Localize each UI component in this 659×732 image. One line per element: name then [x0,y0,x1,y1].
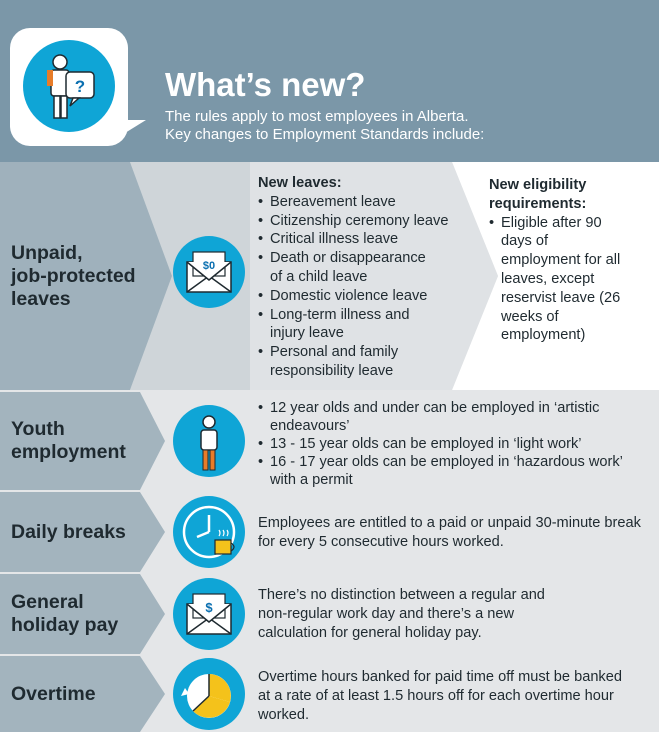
list-item: • Death or disappearance of a child leave [258,249,440,287]
svg-text:$: $ [205,600,213,615]
section-general-holiday-pay [0,574,659,654]
label-line: Unpaid, [11,241,83,264]
section-label [0,162,150,390]
new-leaves-block [258,174,468,381]
section-label [0,492,150,572]
youth-list [258,399,638,489]
list-item: • Bereavement leave [258,193,468,212]
money-envelope-icon [173,578,245,650]
page-title: What’s new? [165,66,366,103]
list-item: • Long-term illness and injury leave [258,306,440,344]
section-youth-employment [0,392,659,490]
section-daily-breaks [0,492,659,572]
label-line: employment [11,441,126,463]
label-line: Youth [11,418,65,440]
list-item: • Personal and family responsibility leave [258,343,430,381]
list-item: • 16 - 17 year olds can be employed in ‘hazardous work’ with a permit [258,453,640,489]
section-label [0,656,150,732]
clock-coffee-icon [173,496,245,568]
label-line: leaves [11,287,71,310]
overtime-text: Overtime hours banked for paid time off must be banked at a rate of at least 1.5 hours off for each overtime hour worked. [258,669,622,723]
label-line: holiday pay [11,614,119,636]
section-label [0,574,150,654]
eligibility-block [489,176,629,345]
header [0,0,659,162]
subtitle-line: The rules apply to most employees in Alberta. [165,108,469,125]
page-subtitle [165,108,484,144]
new-leaves-list [258,193,468,381]
list-item: • Domestic violence leave [258,287,468,306]
list-item: • Eligible after 90 days of employment for all leaves, except reservist leave (26 weeks of employment) [489,214,629,346]
eligibility-list [489,214,629,346]
person-icon [173,405,245,477]
list-item: • Citizenship ceremony leave [258,212,468,231]
svg-text:$0: $0 [202,260,216,272]
clock-arrow-icon [173,658,245,730]
youth-list-block [258,399,638,489]
money-envelope-icon [173,236,245,308]
employee-question-icon [23,40,115,132]
section-label [0,392,150,490]
section-unpaid-leaves [0,162,659,390]
list-item: • Critical illness leave [258,230,468,249]
new-leaves-heading: New leaves: [258,175,342,191]
subtitle-line: Key changes to Employment Standards include: [165,126,485,143]
breaks-text: Employees are entitled to a paid or unpaid 30-minute break for every 5 consecutive hours worked. [258,515,641,550]
list-item: • 12 year olds and under can be employed in ‘artistic endeavours’ [258,399,615,435]
label-line: General [11,591,84,613]
label-line: Daily breaks [11,520,126,543]
label-line: job-protected [11,264,136,287]
svg-text:?: ? [74,77,86,96]
section-overtime [0,656,659,732]
label-line: Overtime [11,682,96,705]
holiday-text: There’s no distinction between a regular and non-regular work day and there’s a new calculation for general holiday pay. [258,587,545,641]
eligibility-heading: New eligibility requirements: [489,177,587,212]
list-item: • 13 - 15 year olds can be employed in ‘light work’ [258,435,638,453]
